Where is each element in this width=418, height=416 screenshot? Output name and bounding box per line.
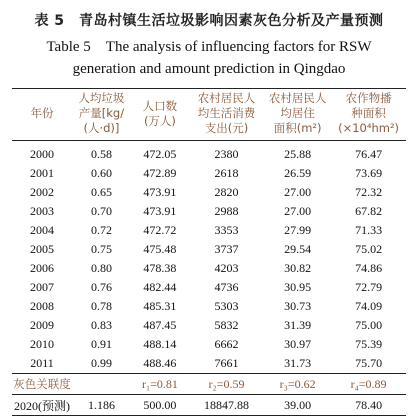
- table-row: [12, 259, 406, 278]
- table-cell: 5303: [214, 299, 239, 313]
- table-cell: 6662: [214, 337, 239, 351]
- table-row: [12, 240, 406, 259]
- header-line: (万人): [143, 113, 176, 128]
- table-cell: 2003: [29, 204, 54, 218]
- table-cell: 487.45: [143, 318, 177, 332]
- table-cell: 4203: [214, 261, 239, 275]
- prediction-cell: 2020(预测): [13, 398, 70, 413]
- table-cell: 27.99: [284, 223, 312, 237]
- table-cell: 2011: [30, 356, 54, 370]
- table-cell: 0.65: [90, 185, 112, 199]
- table-row: [12, 278, 406, 297]
- header-population: [131, 89, 189, 141]
- table-cell: 75.39: [355, 337, 383, 351]
- table-cell: 2010: [29, 337, 54, 351]
- table-row: [12, 141, 406, 165]
- table-cell: 67.82: [355, 204, 383, 218]
- correlation-value: r₃=0.62: [279, 376, 316, 391]
- table-row: [12, 164, 406, 183]
- correlation-value: r₄=0.89: [350, 376, 387, 391]
- table-cell: 478.38: [143, 261, 177, 275]
- correlation-row: [12, 374, 406, 395]
- table-cell: 0.78: [90, 299, 112, 313]
- table-cell: 485.31: [143, 299, 177, 313]
- table-row: [12, 354, 406, 374]
- table-cell: 3737: [214, 242, 239, 256]
- table-cell: 473.91: [143, 204, 177, 218]
- table-cell: 75.02: [355, 242, 383, 256]
- table-row: [12, 297, 406, 316]
- table-cell: 30.97: [284, 337, 312, 351]
- table-cell: 27.00: [284, 204, 312, 218]
- table-cell: 30.95: [284, 280, 312, 294]
- table-cell: 0.58: [90, 147, 112, 161]
- table-cell: 475.48: [143, 242, 177, 256]
- table-cell: 472.05: [143, 147, 177, 161]
- table-title-chinese: 表 5 青岛村镇生活垃圾影响因素灰色分析及产量预测: [34, 13, 384, 29]
- table-cell: 472.72: [143, 223, 177, 237]
- table-cell: 5832: [214, 318, 239, 332]
- table-cell: 2005: [29, 242, 54, 256]
- header-line: 种面积: [351, 106, 386, 120]
- table-cell: 3353: [214, 223, 239, 237]
- table-cell: 30.73: [284, 299, 312, 313]
- data-table: [12, 88, 406, 416]
- table-row: [12, 183, 406, 202]
- table-cell: 30.82: [284, 261, 312, 275]
- table-cell: 2007: [29, 280, 54, 294]
- header-living-area: [264, 89, 331, 141]
- table-cell: 488.14: [143, 337, 177, 351]
- header-consumption-expenditure: [189, 89, 264, 141]
- header-line: 均居住: [280, 106, 315, 120]
- table-cell: 26.59: [284, 166, 312, 180]
- prediction-cell: 1.186: [87, 397, 115, 412]
- header-line: 农村居民人: [197, 91, 256, 105]
- table-cell: 74.86: [355, 261, 383, 275]
- table-cell: 2008: [29, 299, 54, 313]
- header-line: 产量[kg/: [78, 106, 125, 120]
- correlation-label: 灰色关联度: [13, 377, 71, 391]
- table-cell: 25.88: [284, 147, 312, 161]
- header-line: (×10⁴hm²): [338, 121, 400, 135]
- header-line: 农村居民人: [268, 91, 327, 105]
- table-cell: 71.33: [355, 223, 383, 237]
- table-cell: 75.70: [355, 356, 383, 370]
- table-cell: 0.72: [90, 223, 112, 237]
- table-body: [12, 141, 406, 416]
- header-line: (人·d)]: [83, 121, 120, 135]
- table-cell: 0.75: [90, 242, 112, 256]
- table-title-english: [0, 36, 418, 80]
- table-cell: 2009: [29, 318, 54, 332]
- table-cell: 0.76: [90, 280, 112, 294]
- header-line: 支出(元): [204, 121, 249, 135]
- table-cell: 4736: [214, 280, 239, 294]
- table-cell: 7661: [214, 356, 239, 370]
- table-row: [12, 202, 406, 221]
- table-cell: 473.91: [143, 185, 177, 199]
- table-cell: 2380: [214, 147, 239, 161]
- table-cell: 2000: [29, 147, 54, 161]
- prediction-row: [12, 395, 406, 416]
- header-line: 人口数: [142, 98, 178, 113]
- table-cell: 0.99: [90, 356, 112, 370]
- table-cell: 2004: [29, 223, 54, 237]
- prediction-cell: 39.00: [284, 397, 312, 412]
- header-line: 农作物播: [345, 91, 392, 105]
- table-cell: 74.09: [355, 299, 383, 313]
- correlation-value: r₁=0.81: [141, 376, 178, 391]
- table-cell: 0.83: [90, 318, 112, 332]
- table-cell: 73.69: [355, 166, 383, 180]
- table-row: [12, 221, 406, 240]
- header-year: [12, 89, 72, 141]
- header-per-capita-waste: [72, 89, 131, 141]
- table-cell: 0.70: [90, 204, 112, 218]
- table-cell: 0.60: [90, 166, 112, 180]
- table-cell: 2988: [214, 204, 239, 218]
- table-cell: 76.47: [355, 147, 383, 161]
- correlation-empty-cell: [72, 374, 131, 395]
- table-row: [12, 335, 406, 354]
- table-cell: 27.00: [284, 185, 312, 199]
- table-cell: 0.91: [90, 337, 112, 351]
- table-cell: 29.54: [284, 242, 312, 256]
- table-cell: 75.00: [355, 318, 383, 332]
- table-cell: 2820: [214, 185, 239, 199]
- table-cell: 72.32: [355, 185, 383, 199]
- table-cell: 2618: [214, 166, 239, 180]
- table-cell: 31.73: [284, 356, 312, 370]
- table-cell: 482.44: [143, 280, 177, 294]
- header-line: 面积(m²): [273, 121, 322, 135]
- header-crop-area: [331, 89, 406, 141]
- table-header-row: [12, 89, 406, 141]
- table-row: [12, 316, 406, 335]
- table-cell: 0.80: [90, 261, 112, 275]
- header-line: 年份: [30, 106, 54, 120]
- table-cell: 488.46: [143, 356, 177, 370]
- table-cell: 2002: [29, 185, 54, 199]
- table-title-english-line: Table 5 The analysis of influencing factors for RSW: [46, 39, 372, 55]
- header-line: 均生活消费: [197, 106, 256, 120]
- prediction-cell: 78.40: [355, 397, 383, 412]
- table-cell: 2001: [29, 166, 54, 180]
- prediction-cell: 500.00: [143, 397, 177, 412]
- table-cell: 2006: [29, 261, 54, 275]
- table-cell: 72.79: [355, 280, 383, 294]
- header-line: 人均垃圾: [78, 91, 125, 105]
- correlation-value: r₂=0.59: [208, 376, 245, 391]
- table-title-english-line: generation and amount prediction in Qingdao: [72, 61, 346, 77]
- table-cell: 472.89: [143, 166, 177, 180]
- table-cell: 31.39: [284, 318, 312, 332]
- prediction-cell: 18847.88: [204, 397, 249, 412]
